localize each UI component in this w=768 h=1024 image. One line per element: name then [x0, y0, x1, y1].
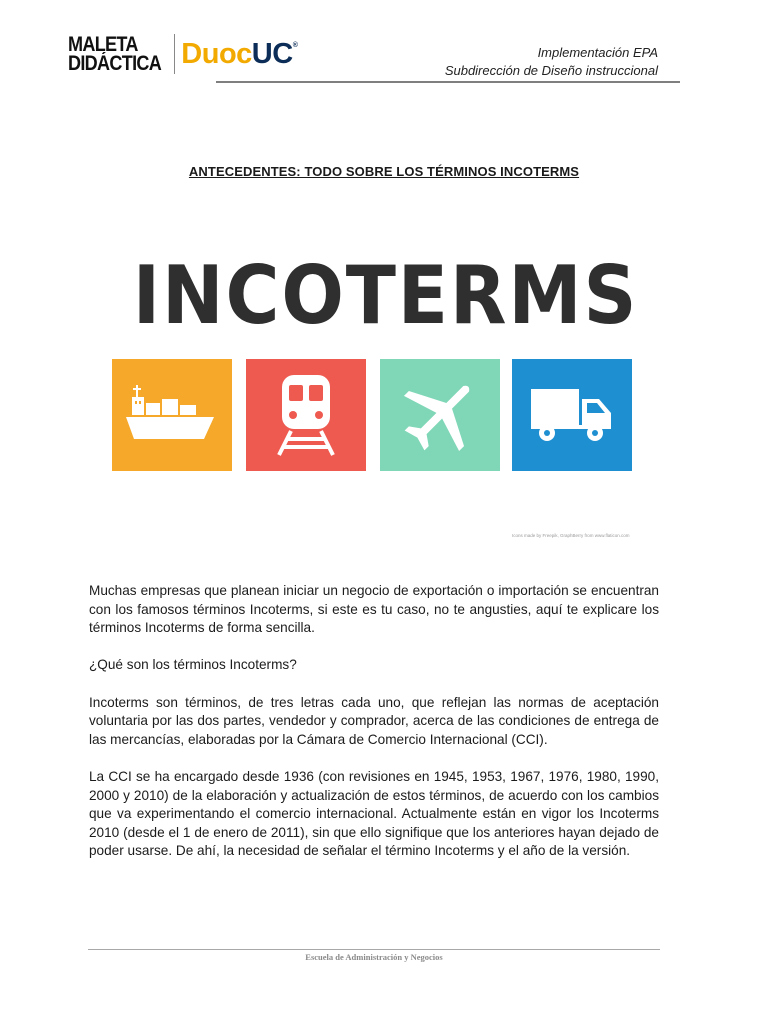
- logo-divider: [174, 34, 175, 74]
- page-title: ANTECEDENTES: TODO SOBRE LOS TÉRMINOS INCOTERMS: [188, 164, 580, 179]
- header-rule: [216, 81, 680, 83]
- paragraph-definition: Incoterms son términos, de tres letras cada uno, que reflejan las normas de aceptación voluntaria por las dos partes, vendedor y comprador, acerca de las condiciones de entrega de las mercancías, elaboradas por la Cámara de Comercio Internacional (CCI).: [89, 694, 659, 747]
- incoterms-heading-graphic: INCOTERMS: [132, 249, 639, 342]
- logo: [68, 32, 297, 76]
- ship-icon: [124, 379, 220, 451]
- paragraph-intro: Muchas empresas que planean iniciar un negocio de exportación o importación se encuentran con los famosos términos Incoterms, si este es tu caso, no te angusties, aquí te explicare los términos Incoterms de forma sencilla.: [89, 583, 659, 636]
- header-subtitle: [445, 44, 658, 80]
- paragraph-question: ¿Qué son los términos Incoterms?: [89, 657, 297, 673]
- page-header: [68, 30, 680, 84]
- registered-mark: ®: [292, 41, 298, 49]
- body-text: [89, 582, 659, 880]
- transport-icons: [112, 359, 632, 471]
- truck-tile: [512, 359, 632, 471]
- image-credit: Icons made by Freepik, GraphBerry from www.flaticon.com: [512, 533, 630, 538]
- train-tile: [246, 359, 366, 471]
- ship-tile: [112, 359, 232, 471]
- brand-part-1: Duoc: [181, 37, 252, 70]
- truck-icon: [527, 383, 617, 447]
- train-icon: [271, 371, 341, 459]
- paragraph-history: La CCI se ha encargado desde 1936 (con revisiones en 1945, 1953, 1967, 1976, 1980, 1990, 2000 y 2010) de la elaboración y actualización de estos términos, de acuerdo con los cambios que va experimentando el comercio internacional. Actualmente están en vigor los Incoterms 2010 (desde el 1 de enero de 2011), sin que ello signifique que los anteriores hayan dejado de poder usarse. De ahí, la necesidad de señalar el término Incoterms y el año de la versión.: [89, 768, 659, 859]
- duoc-uc-logo: [181, 38, 297, 71]
- maleta-didactica-logo: [68, 35, 176, 73]
- logo-line-2: DIDÁCTICA: [68, 52, 162, 75]
- airplane-icon: [397, 372, 483, 458]
- footer-text: Escuela de Administración y Negocios: [305, 952, 443, 962]
- logo-line-1: MALETA: [68, 33, 138, 56]
- footer-rule: [88, 949, 660, 950]
- airplane-tile: [380, 359, 500, 471]
- header-line-2: Subdirección de Diseño instruccional: [444, 63, 658, 78]
- header-line-1: Implementación EPA: [537, 45, 658, 60]
- brand-part-2: UC: [251, 37, 293, 70]
